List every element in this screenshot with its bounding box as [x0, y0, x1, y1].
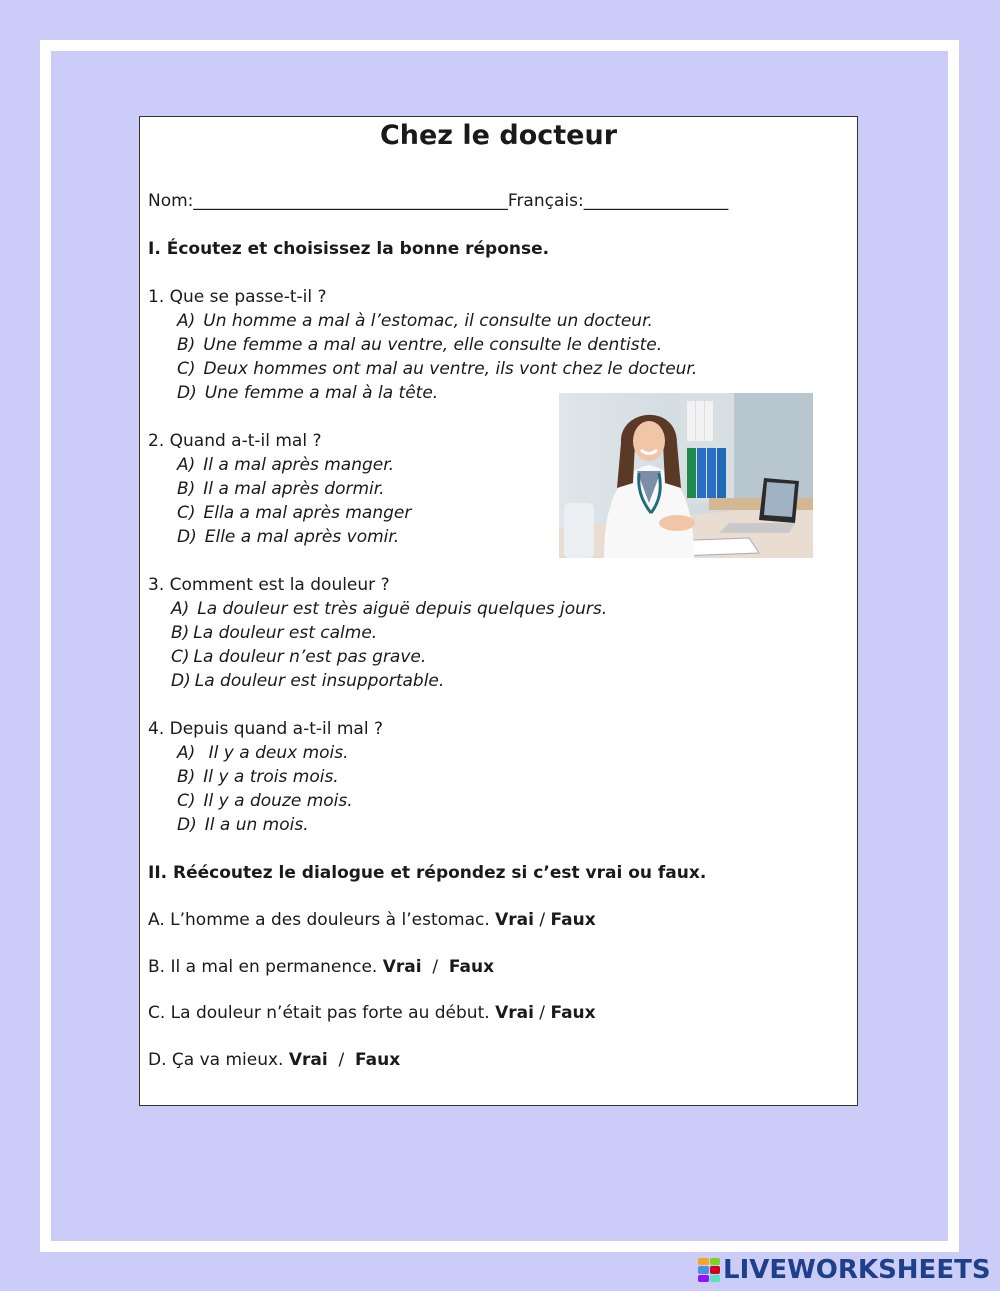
separator: / — [421, 957, 449, 977]
statement-text: C. La douleur n’était pas forte au début. — [148, 1003, 496, 1023]
q2-option-d[interactable] — [177, 526, 399, 548]
q1-option-c[interactable] — [177, 358, 697, 380]
option-letter: D) — [177, 815, 197, 835]
option-text: Il a un mois. — [204, 815, 309, 835]
logo-text: LIVEWORKSHEETS — [723, 1255, 991, 1285]
option-letter: A) — [177, 455, 196, 475]
q4-option-a[interactable] — [177, 742, 349, 764]
page-title: Chez le docteur — [379, 120, 618, 151]
q1-option-b[interactable] — [177, 334, 662, 356]
statement-c — [148, 1002, 596, 1024]
option-letter: B) — [177, 479, 196, 499]
option-text: La douleur est calme. — [193, 623, 378, 643]
question-1: 1. Que se passe-t-il ? — [148, 287, 327, 307]
faux-option[interactable]: Faux — [448, 957, 495, 977]
q2-option-a[interactable] — [177, 454, 394, 476]
name-line[interactable]: Nom:_____________________________________Français:_________________ — [148, 191, 729, 211]
option-text: Elle a mal après vomir. — [204, 527, 400, 547]
q3-option-a[interactable] — [171, 598, 607, 620]
option-letter: D) — [171, 671, 191, 691]
option-letter: D) — [177, 383, 197, 403]
option-letter: B) — [177, 767, 196, 787]
liveworksheets-logo — [698, 1256, 991, 1284]
q1-option-d[interactable] — [177, 382, 438, 404]
vrai-option[interactable]: Vrai — [382, 957, 422, 977]
worksheet — [139, 116, 858, 1106]
option-letter: B) — [171, 623, 190, 643]
section2-heading: II. Réécoutez le dialogue et répondez si c’est vrai ou faux. — [148, 863, 707, 883]
separator: / — [533, 1003, 551, 1023]
option-text: Il y a trois mois. — [203, 767, 339, 787]
option-text: Une femme a mal à la tête. — [204, 383, 439, 403]
option-text: Une femme a mal au ventre, elle consulte le dentiste. — [203, 335, 663, 355]
q4-option-c[interactable] — [177, 790, 353, 812]
faux-option[interactable]: Faux — [550, 910, 596, 930]
separator: / — [533, 910, 551, 930]
q2-option-c[interactable] — [177, 502, 411, 524]
option-letter: C) — [177, 791, 196, 811]
q4-option-d[interactable] — [177, 814, 309, 836]
q3-option-b[interactable] — [171, 622, 377, 644]
option-text: La douleur est très aiguë depuis quelques jours. — [197, 599, 608, 619]
option-text: Deux hommes ont mal au ventre, ils vont chez le docteur. — [203, 359, 698, 379]
option-letter: C) — [171, 647, 190, 667]
statement-text: A. L’homme a des douleurs à l’estomac. — [148, 910, 496, 930]
option-letter: D) — [177, 527, 197, 547]
option-letter: C) — [177, 359, 196, 379]
option-letter: B) — [177, 335, 196, 355]
option-text: Il y a deux mois. — [203, 743, 349, 763]
option-text: Un homme a mal à l’estomac, il consulte un docteur. — [203, 311, 653, 331]
option-text: Il a mal après dormir. — [203, 479, 385, 499]
option-text: La douleur est insupportable. — [194, 671, 445, 691]
option-letter: C) — [177, 503, 196, 523]
q3-option-c[interactable] — [171, 646, 426, 668]
faux-option[interactable]: Faux — [355, 1050, 401, 1070]
separator: / — [327, 1050, 356, 1070]
q1-option-a[interactable] — [177, 310, 653, 332]
statement-text: D. Ça va mieux. — [148, 1050, 289, 1070]
option-text: Il y a douze mois. — [203, 791, 353, 811]
vrai-option[interactable]: Vrai — [495, 1003, 534, 1023]
statement-text: B. Il a mal en permanence. — [148, 957, 383, 977]
option-letter: A) — [177, 311, 196, 331]
vrai-option[interactable]: Vrai — [288, 1050, 328, 1070]
faux-option[interactable]: Faux — [550, 1003, 596, 1023]
q2-option-b[interactable] — [177, 478, 385, 500]
option-letter: A) — [177, 743, 196, 763]
question-3: 3. Comment est la douleur ? — [148, 575, 390, 595]
question-4: 4. Depuis quand a-t-il mal ? — [148, 719, 384, 739]
option-letter: A) — [171, 599, 190, 619]
option-text: La douleur n’est pas grave. — [193, 647, 427, 667]
statement-b — [148, 956, 494, 978]
q3-option-d[interactable] — [171, 670, 444, 692]
q4-option-b[interactable] — [177, 766, 339, 788]
section1-heading: I. Écoutez et choisissez la bonne réponse. — [148, 239, 550, 259]
logo-badge-icon — [698, 1258, 720, 1282]
statement-a — [148, 909, 596, 931]
option-text: Il a mal après manger. — [203, 455, 395, 475]
statement-d — [148, 1049, 400, 1071]
vrai-option[interactable]: Vrai — [495, 910, 534, 930]
question-2: 2. Quand a-t-il mal ? — [148, 431, 322, 451]
doctor-photo — [559, 393, 813, 558]
option-text: Ella a mal après manger — [203, 503, 412, 523]
